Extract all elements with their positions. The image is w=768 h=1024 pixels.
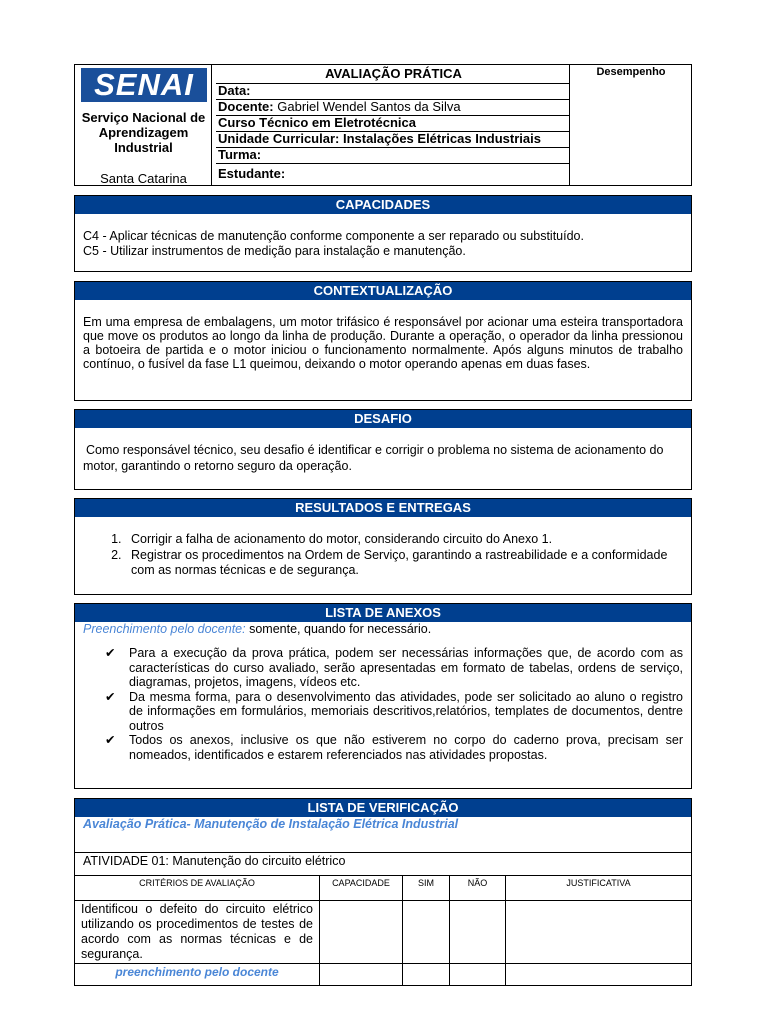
desafio-text: Como responsável técnico, seu desafio é identificar e corrigir o problema no sistema de acionamento do motor, garantindo o retorno seguro da operação. [83,443,664,473]
curso-field: Curso Técnico em Eletrotécnica [216,115,569,132]
docente-value: Gabriel Wendel Santos da Silva [277,99,461,114]
contexto-title: CONTEXTUALIZAÇÃO [75,282,691,300]
verificacao-title: LISTA DE VERIFICAÇÃO [75,799,691,817]
prefill-docente: preenchimento pelo docente [115,964,279,979]
page-title: AVALIAÇÃO PRÁTICA [216,65,569,84]
list-item: ✔ Todos os anexos, inclusive os que não estiverem no corpo do caderno prova, precisam ser nomeados, identificados e estarem referenciados nas atividades propostas. [105,733,683,762]
list-item: 2. Registrar os procedimentos na Ordem de Serviço, garantindo a rastreabilidade e a conformidade com as normas técnicas e de segurança. [125,548,683,579]
prefill-text: somente, quando for necessário. [249,622,432,636]
criterios-table [75,876,691,985]
state-name: Santa Catarina [100,171,187,186]
capacidade-item: C4 - Aplicar técnicas de manutenção conforme componente a ser reparado ou substituído. [83,229,584,243]
capacidade-cell[interactable] [320,900,403,963]
contexto-section [74,281,692,401]
prefill-label: Preenchimento pelo docente: [83,622,246,636]
check-icon: ✔ [105,689,116,704]
verificacao-subtitle: Avaliação Prática- Manutenção de Instalação Elétrica Industrial [83,817,459,831]
docente-label: Docente: [218,99,274,114]
desempenho-label: Desempenho [596,66,666,78]
col-justificativa: JUSTIFICATIVA [506,876,692,900]
sim-cell[interactable] [403,900,450,963]
header-table [74,64,692,186]
anexos-title: LISTA DE ANEXOS [75,604,691,622]
list-item: 1. Corrigir a falha de acionamento do motor, considerando circuito do Anexo 1. [125,532,683,548]
check-icon: ✔ [105,733,116,747]
verificacao-subtitle-row [75,817,691,853]
list-item: ✔ Para a execução da prova prática, podem ser necessárias informações que, de acordo com as características do curso avaliado, serão apresentadas em formato de tabelas, ordens de serviço, diagramas, projetos, imagens, vídeos etc. [105,646,683,689]
contexto-text: Em uma empresa de embalagens, um motor trifásico é responsável por acionar uma esteira transportadora que move os produtos ao longo da linha de produção. Durante a operação, o operador da linha pressionou a botoeira de partida e o motor iniciou o funcionamento normalmente. Após alguns minutos de trabalho contínuo, o fusível da fase L1 queimou, deixando o motor operando apenas em duas fases. [83,315,683,371]
resultados-section [74,498,692,595]
criterio-text: Identificou o defeito do circuito elétrico utilizando os procedimentos de testes de acordo com as normas técnicas e de segurança. [75,900,320,963]
desempenho-cell [569,65,691,185]
estudante-field: Estudante: [218,166,286,181]
col-capacidade: CAPACIDADE [320,876,403,900]
justificativa-cell[interactable] [506,900,692,963]
col-criterios: CRITÉRIOS DE AVALIAÇÃO [75,876,320,900]
empty-cell [403,963,450,985]
empty-cell [320,963,403,985]
anexos-section [74,603,692,789]
col-sim: SIM [403,876,450,900]
prefill-cell [75,963,320,985]
empty-cell [506,963,692,985]
atividade-row: ATIVIDADE 01: Manutenção do circuito elétrico [75,853,691,876]
anexos-list [75,646,691,762]
resultados-list [75,517,691,579]
capacidades-title: CAPACIDADES [75,196,691,214]
header-fields [212,65,569,185]
capacidades-list [75,214,691,259]
senai-logo: SENAI [81,68,207,102]
list-item: ✔ Da mesma forma, para o desenvolvimento das atividades, pode ser solicitado ao aluno o registro de informações em formulários, memoriais descritivos,relatórios, templates de documentos, dentre outros [105,689,683,733]
nao-cell[interactable] [450,900,506,963]
desafio-title: DESAFIO [75,410,691,428]
desafio-section [74,409,692,490]
verificacao-section [74,798,692,986]
unidade-field: Unidade Curricular: Instalações Elétricas Industriais [216,131,569,148]
resultados-title: RESULTADOS E ENTREGAS [75,499,691,517]
docente-field [216,99,569,116]
empty-cell [450,963,506,985]
org-name: Serviço Nacional de Aprendizagem Industrial [81,110,206,155]
data-field: Data: [216,83,569,100]
logo-cell [75,65,212,185]
anexos-prefill [75,622,691,637]
turma-field: Turma: [216,147,569,164]
capacidade-item: C5 - Utilizar instrumentos de medição para instalação e manutenção. [83,244,466,258]
capacidades-section [74,195,692,272]
check-icon: ✔ [105,646,116,660]
col-nao: NÃO [450,876,506,900]
